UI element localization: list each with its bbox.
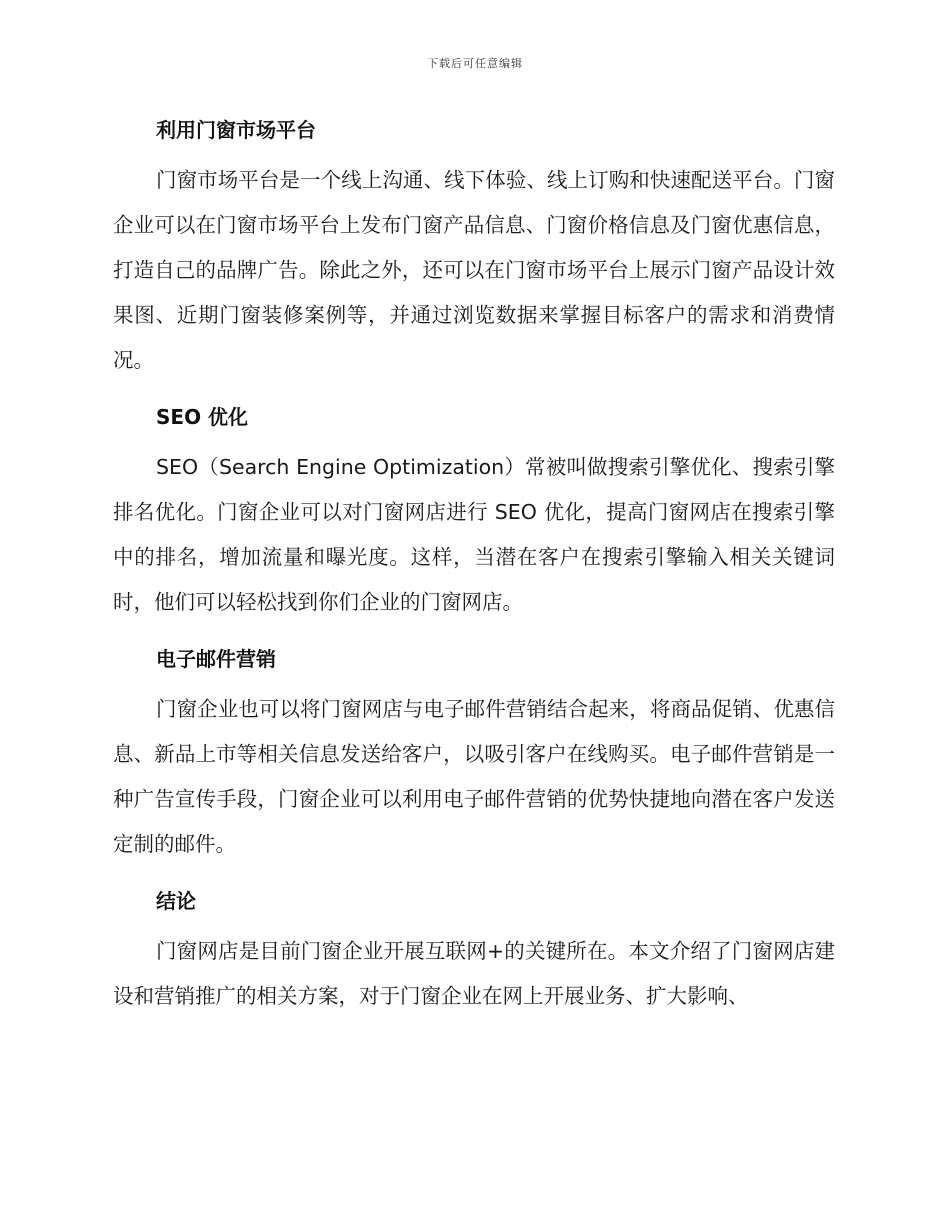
section-paragraph-seo: SEO（Search Engine Optimization）常被叫做搜索引擎优化、搜索引擎排名优化。门窗企业可以对门窗网店进行 SEO 优化，提高门窗网店在搜索引擎中的排名，增加流量和曝光度。这样，当潜在客户在搜索引擎输入相关关键词时，他们可以轻松找到你们企业的门窗网店。: [113, 455, 835, 614]
running-header: 下载后可任意编辑: [427, 57, 523, 70]
section-heading-platform: 利用门窗市场平台: [156, 118, 316, 142]
document-body: [113, 110, 835, 1019]
section-paragraph-email: 门窗企业也可以将门窗网店与电子邮件营销结合起来，将商品促销、优惠信息、新品上市等相关信息发送给客户，以吸引客户在线购买。电子邮件营销是一种广告宣传手段，门窗企业可以利用电子邮件营销的优势快捷地向潜在客户发送定制的邮件。: [113, 697, 835, 856]
section-heading-email: 电子邮件营销: [156, 647, 276, 671]
section-heading-conclusion: 结论: [156, 889, 196, 913]
section-paragraph-conclusion: 门窗网店是目前门窗企业开展互联网+的关键所在。本文介绍了门窗网店建设和营销推广的相关方案，对于门窗企业在网上开展业务、扩大影响、: [113, 939, 835, 1008]
section-paragraph-platform: 门窗市场平台是一个线上沟通、线下体验、线上订购和快速配送平台。门窗企业可以在门窗市场平台上发布门窗产品信息、门窗价格信息及门窗优惠信息，打造自己的品牌广告。除此之外，还可以在门窗市场平台上展示门窗产品设计效果图、近期门窗装修案例等，并通过浏览数据来掌握目标客户的需求和消费情况。: [113, 168, 835, 372]
section-heading-seo: SEO 优化: [156, 405, 249, 429]
